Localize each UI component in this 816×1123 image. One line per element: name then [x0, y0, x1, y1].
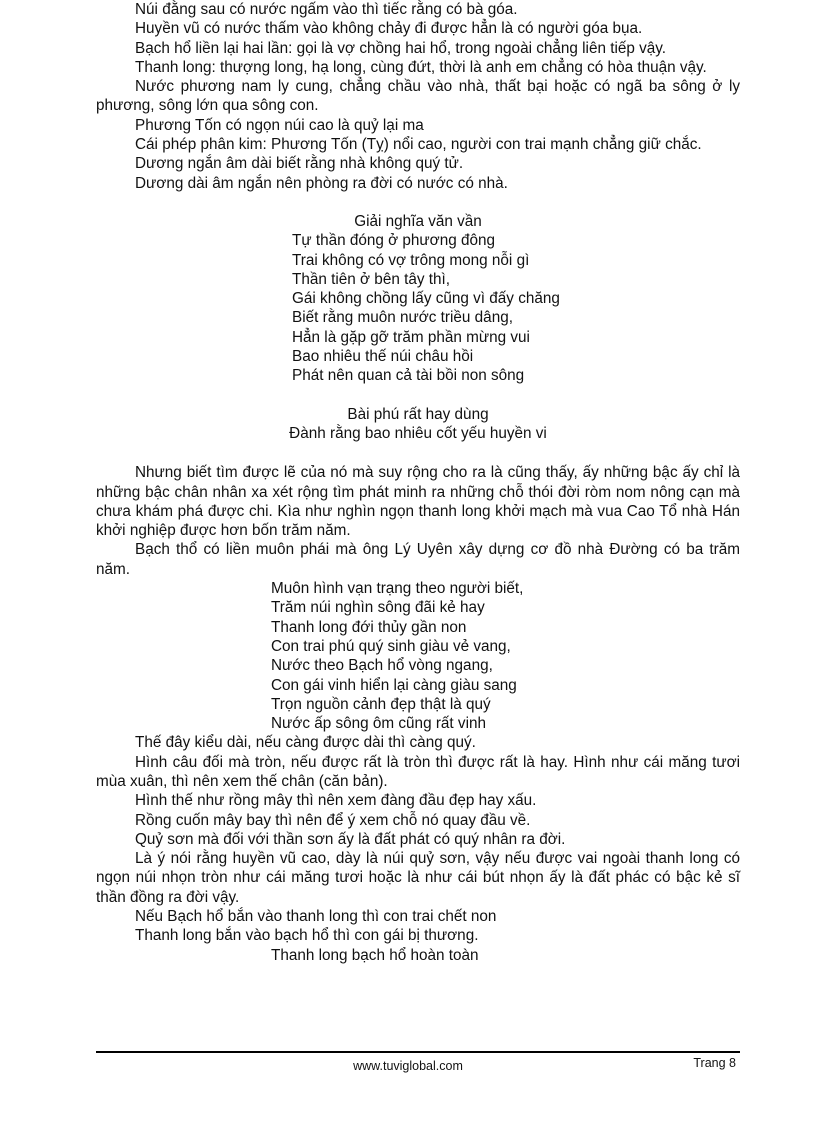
poem-line: Trai không có vợ trông mong nỗi gì: [292, 251, 530, 269]
paragraph: Quỷ sơn mà đối với thần sơn ấy là đất phát có quý nhân ra đời.: [135, 830, 566, 848]
poem-line: Nước theo Bạch hổ vòng ngang,: [271, 657, 493, 675]
poem-line: Muôn hình vạn trạng theo người biết,: [271, 580, 524, 598]
paragraph: Rồng cuốn mây bay thì nên để ý xem chỗ nó quay đầu về.: [135, 811, 531, 829]
page-number: Trang 8: [693, 1056, 736, 1070]
paragraph: Thanh long bắn vào bạch hổ thì con gái bị thương.: [135, 927, 479, 945]
poem-block: [96, 579, 740, 733]
poem-line: Con gái vinh hiển lại càng giàu sang: [271, 676, 517, 694]
poem-line: Gái không chồng lấy cũng vì đấy chăng: [292, 290, 560, 308]
poem-block: [96, 946, 740, 965]
poem-block: [96, 231, 740, 385]
footer-url[interactable]: www.tuviglobal.com: [353, 1059, 463, 1073]
paragraph: Thanh long: thượng long, hạ long, cùng đứt, thời là anh em chẳng có hòa thuận vậy.: [135, 58, 707, 76]
paragraph: Nước phương nam ly cung, chẳng chầu vào nhà, thất bại hoặc có ngã ba sông ở ly phương, sông lớn qua sông con.: [96, 78, 740, 115]
paragraph: Phương Tốn có ngọn núi cao là quỷ lại ma: [135, 116, 424, 134]
paragraph: Nhưng biết tìm được lẽ của nó mà suy rộng cho ra là cũng thấy, ấy những bậc ấy chỉ là những bậc chân nhân xa xét rộng tìm phát minh ra những chỗ thói đời ròm nom nông cạn mà chưa khám phá được chi. Kìa như nghìn ngọn thanh long khởi mạch mà vua Cao Tổ nhà Hán khởi nghiệp được hơn bốn trăm năm.: [96, 464, 740, 540]
footer-divider: [96, 1051, 740, 1053]
paragraph: Núi đằng sau có nước ngấm vào thì tiếc rằng có bà góa.: [135, 1, 518, 18]
page-content: [96, 0, 740, 965]
paragraph: Dương ngắn âm dài biết rằng nhà không quý tử.: [135, 155, 464, 173]
poem-line: Nước ấp sông ôm cũng rất vinh: [271, 715, 486, 733]
section-subheading: Đành rằng bao nhiêu cốt yếu huyền vi: [289, 424, 547, 442]
paragraph: Bạch hổ liền lại hai lần: gọi là vợ chồng hai hổ, trong ngoài chẳng liên tiếp vậy.: [135, 39, 667, 57]
poem-line: Con trai phú quý sinh giàu vẻ vang,: [271, 637, 511, 655]
poem-line: Tự thần đóng ở phương đông: [292, 232, 495, 250]
poem-line: Thần tiên ở bên tây thì,: [292, 270, 450, 288]
poem-line: Hẳn là gặp gỡ trăm phần mừng vui: [292, 328, 530, 346]
poem-line: Biết rằng muôn nước triều dâng,: [292, 309, 513, 327]
paragraph: Dương dài âm ngắn nên phòng ra đời có nước có nhà.: [135, 174, 508, 192]
section-heading: Bài phú rất hay dùng: [347, 405, 489, 423]
poem-line: Thanh long đới thủy gần non: [271, 618, 467, 636]
paragraph: Cái phép phân kim: Phương Tốn (Tỵ) nổi cao, người con trai mạnh chẳng giữ chắc.: [135, 136, 702, 154]
paragraph: Huyền vũ có nước thấm vào không chảy đi được hẳn là có người góa bụa.: [135, 20, 643, 38]
paragraph: Thế đây kiểu dài, nếu càng được dài thì càng quý.: [135, 734, 476, 752]
paragraph: Bạch thổ có liền muôn phái mà ông Lý Uyên xây dựng cơ đồ nhà Đường có ba trăm năm.: [96, 541, 740, 578]
poem-title: Giải nghĩa văn vần: [354, 212, 482, 230]
paragraph: Hình thế như rồng mây thì nên xem đàng đầu đẹp hay xấu.: [135, 792, 537, 810]
poem-line: Phát nên quan cả tài bồi non sông: [292, 367, 525, 385]
poem-line: Trăm núi nghìn sông đãi kẻ hay: [271, 599, 485, 617]
paragraph: Nếu Bạch hổ bắn vào thanh long thì con trai chết non: [135, 908, 497, 926]
poem-line: Trọn nguồn cảnh đẹp thật là quý: [271, 695, 491, 713]
paragraph: Là ý nói rằng huyền vũ cao, dày là núi quỷ sơn, vậy nếu được vai ngoài thanh long có ngọn núi nhọn tròn như cái măng tươi hoặc là như cái bút nhọn ấy là đất phác có bậc kẻ sĩ thần đồng ra đời vậy.: [96, 850, 740, 906]
poem-line: Bao nhiêu thế núi châu hồi: [292, 348, 474, 366]
paragraph: Hình câu đối mà tròn, nếu được rất là tròn thì được rất là hay. Hình như cái măng tươi mùa xuân, thì nên xem thế chân (căn bản).: [96, 753, 740, 790]
poem-title: Thanh long bạch hổ hoàn toàn: [271, 946, 479, 964]
